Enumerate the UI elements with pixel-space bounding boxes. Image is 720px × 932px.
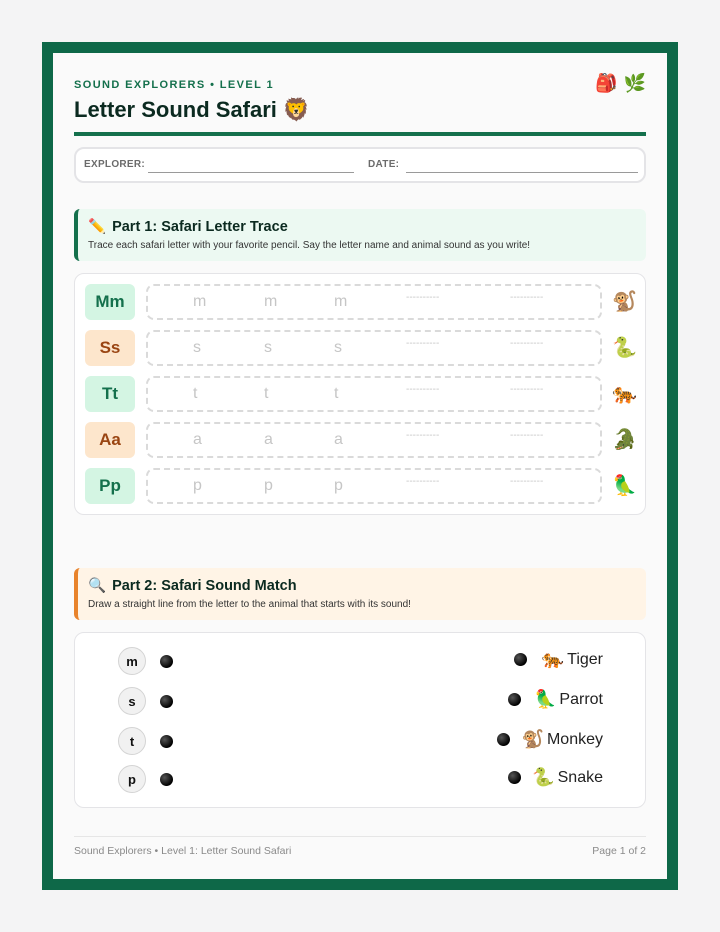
trace-card: [74, 273, 646, 515]
trace-guide-dash: ----------: [406, 476, 440, 487]
animal-dot[interactable]: [508, 693, 521, 706]
trace-area[interactable]: [146, 422, 602, 458]
explorer-name-line[interactable]: [148, 172, 354, 173]
part1-banner: [74, 209, 646, 261]
animal-icon: 🦜: [534, 689, 557, 709]
animal-dot[interactable]: [497, 733, 510, 746]
animal-name: Monkey: [546, 730, 603, 748]
match-animal: [522, 729, 603, 750]
trace-guide-letter: p: [193, 477, 202, 494]
letter-dot[interactable]: [160, 695, 173, 708]
trace-guide-letter: m: [264, 293, 278, 310]
part2-title: Part 2: Safari Sound Match: [112, 577, 297, 594]
date-label: DATE:: [368, 159, 400, 170]
trace-area[interactable]: [146, 330, 602, 366]
letter-dot[interactable]: [160, 655, 173, 668]
page-frame: [42, 42, 678, 890]
trace-guide-letter: p: [334, 477, 343, 494]
footer-text: Sound Explorers • Level 1: Letter Sound Safari: [74, 845, 292, 857]
trace-guide-letter: m: [193, 293, 207, 310]
match-card: [74, 632, 646, 808]
letter-chip: Aa: [85, 422, 135, 458]
explorer-label: EXPLORER:: [84, 159, 146, 170]
trace-guide-letter: s: [264, 339, 272, 356]
trace-guide-letter: t: [264, 385, 269, 402]
letter-chip: Ss: [85, 330, 135, 366]
trace-area[interactable]: [146, 376, 602, 412]
backpack-icon: 🎒: [595, 73, 618, 93]
footer-divider: [74, 836, 646, 837]
trace-guide-dash: ----------: [406, 430, 440, 441]
trace-guide-letter: s: [193, 339, 201, 356]
part1-instructions: Trace each safari letter with your favorite pencil. Say the letter name and animal sound as you write!: [88, 240, 531, 251]
magnifier-icon: 🔍: [88, 578, 107, 594]
trace-guide-dash: ----------: [510, 292, 544, 303]
letter-dot[interactable]: [160, 773, 173, 786]
animal-icon: 🐒: [612, 291, 637, 313]
lion-icon: 🦁: [282, 97, 311, 122]
pencil-icon: ✏️: [88, 219, 107, 235]
trace-guide-dash: ----------: [510, 338, 544, 349]
trace-guide-letter: a: [193, 431, 202, 448]
animal-icon: 🦜: [612, 475, 637, 497]
trace-row: [85, 284, 637, 320]
match-letter-badge: m: [118, 647, 146, 675]
match-letter-badge: p: [118, 765, 146, 793]
animal-name: Parrot: [559, 690, 603, 708]
part2-banner: [74, 568, 646, 620]
trace-guide-letter: a: [264, 431, 273, 448]
part2-instructions: Draw a straight line from the letter to the animal that starts with its sound!: [88, 599, 411, 610]
trace-guide-letter: p: [264, 477, 273, 494]
animal-name: Snake: [557, 768, 603, 786]
animal-dot[interactable]: [508, 771, 521, 784]
animal-icon: 🐍: [532, 767, 555, 787]
part1-title: Part 1: Safari Letter Trace: [112, 218, 288, 235]
explorer-info-box: [74, 147, 646, 183]
trace-row: [85, 376, 637, 412]
animal-dot[interactable]: [514, 653, 527, 666]
match-animal: [542, 649, 603, 670]
animal-icon: 🐅: [612, 383, 637, 405]
trace-guide-dash: ----------: [510, 384, 544, 395]
date-line[interactable]: [406, 172, 638, 173]
animal-icon: 🐊: [612, 429, 637, 451]
trace-guide-dash: ----------: [406, 384, 440, 395]
page-number: Page 1 of 2: [592, 845, 646, 857]
trace-row: [85, 422, 637, 458]
title-divider: [74, 132, 646, 136]
trace-row: [85, 330, 637, 366]
match-animal: [532, 767, 603, 788]
match-letter-badge: t: [118, 727, 146, 755]
herb-icon: 🌿: [623, 73, 646, 93]
trace-guide-letter: a: [334, 431, 343, 448]
animal-icon: 🐍: [612, 337, 637, 359]
header-icons: [595, 73, 646, 94]
letter-chip: Pp: [85, 468, 135, 504]
trace-guide-letter: t: [334, 385, 339, 402]
animal-name: Tiger: [567, 650, 603, 668]
match-animal: [534, 689, 603, 710]
trace-area[interactable]: [146, 284, 602, 320]
trace-guide-letter: s: [334, 339, 342, 356]
trace-guide-dash: ----------: [406, 338, 440, 349]
trace-guide-dash: ----------: [406, 292, 440, 303]
page-title: Letter Sound Safari: [74, 97, 277, 122]
trace-guide-letter: t: [193, 385, 198, 402]
trace-row: [85, 468, 637, 504]
letter-chip: Mm: [85, 284, 135, 320]
title-row: [74, 97, 310, 123]
animal-icon: 🐒: [521, 729, 544, 749]
worksheet: [53, 53, 667, 879]
letter-dot[interactable]: [160, 735, 173, 748]
letter-chip: Tt: [85, 376, 135, 412]
match-letter-badge: s: [118, 687, 146, 715]
trace-guide-dash: ----------: [510, 476, 544, 487]
trace-guide-letter: m: [334, 293, 348, 310]
trace-area[interactable]: [146, 468, 602, 504]
series-label: SOUND EXPLORERS • LEVEL 1: [74, 79, 275, 91]
trace-guide-dash: ----------: [510, 430, 544, 441]
animal-icon: 🐅: [541, 649, 565, 669]
